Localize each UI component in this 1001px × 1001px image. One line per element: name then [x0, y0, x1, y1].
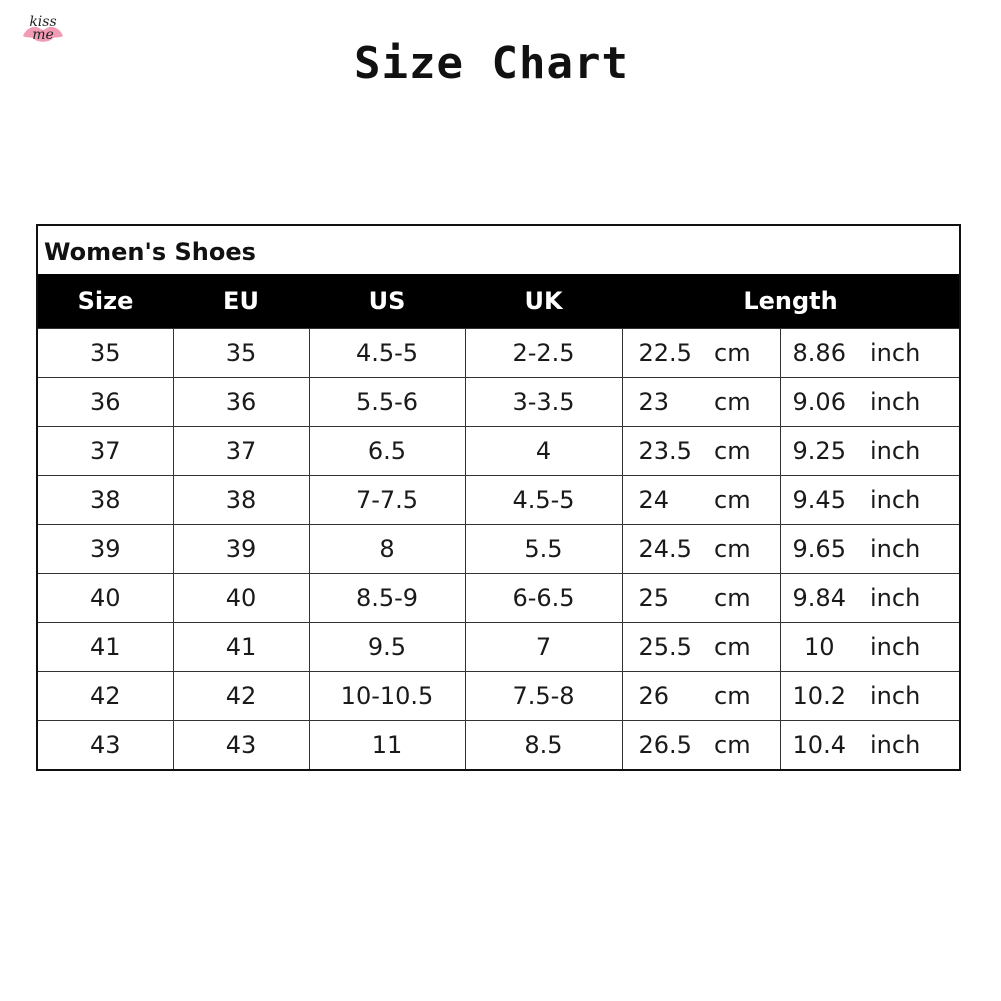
cell-length-cm: 25.5 [622, 623, 710, 672]
cell-length-inch: 9.25 [780, 427, 858, 476]
cell-length-cm: 24 [622, 476, 710, 525]
cell-length-cm: 25 [622, 574, 710, 623]
cell-inch-unit: inch [858, 525, 959, 574]
table-row [38, 574, 959, 623]
cell-length-cm: 26.5 [622, 721, 710, 770]
size-chart-table [36, 224, 961, 771]
cell-us: 9.5 [309, 623, 465, 672]
cell-uk: 4 [465, 427, 622, 476]
cell-eu: 43 [173, 721, 309, 770]
cell-us: 6.5 [309, 427, 465, 476]
cell-length-inch: 10 [780, 623, 858, 672]
cell-uk: 7.5-8 [465, 672, 622, 721]
cell-uk: 3-3.5 [465, 378, 622, 427]
cell-length-inch: 9.06 [780, 378, 858, 427]
cell-cm-unit: cm [710, 525, 780, 574]
cell-size: 36 [38, 378, 173, 427]
cell-size: 38 [38, 476, 173, 525]
cell-length-cm: 24.5 [622, 525, 710, 574]
cell-us: 8.5-9 [309, 574, 465, 623]
cell-eu: 39 [173, 525, 309, 574]
table-caption: Women's Shoes [44, 238, 256, 266]
table-row [38, 329, 959, 378]
svg-text:kiss: kiss [29, 14, 57, 30]
size-table [38, 274, 959, 769]
cell-size: 40 [38, 574, 173, 623]
cell-cm-unit: cm [710, 476, 780, 525]
cell-eu: 42 [173, 672, 309, 721]
cell-size: 42 [38, 672, 173, 721]
cell-eu: 40 [173, 574, 309, 623]
cell-eu: 38 [173, 476, 309, 525]
cell-inch-unit: inch [858, 721, 959, 770]
cell-size: 43 [38, 721, 173, 770]
cell-us: 4.5-5 [309, 329, 465, 378]
cell-length-inch: 8.86 [780, 329, 858, 378]
cell-cm-unit: cm [710, 427, 780, 476]
cell-uk: 6-6.5 [465, 574, 622, 623]
cell-uk: 2-2.5 [465, 329, 622, 378]
cell-length-inch: 10.4 [780, 721, 858, 770]
cell-cm-unit: cm [710, 623, 780, 672]
cell-size: 37 [38, 427, 173, 476]
cell-size: 39 [38, 525, 173, 574]
svg-text:me: me [32, 27, 54, 43]
cell-eu: 36 [173, 378, 309, 427]
cell-cm-unit: cm [710, 574, 780, 623]
table-row [38, 672, 959, 721]
cell-inch-unit: inch [858, 427, 959, 476]
cell-uk: 4.5-5 [465, 476, 622, 525]
page-title: Size Chart [354, 38, 629, 89]
header-us: US [309, 274, 465, 329]
table-header-row [38, 274, 959, 329]
cell-us: 5.5-6 [309, 378, 465, 427]
table-row [38, 721, 959, 770]
cell-length-cm: 22.5 [622, 329, 710, 378]
cell-length-cm: 26 [622, 672, 710, 721]
cell-length-inch: 10.2 [780, 672, 858, 721]
cell-eu: 41 [173, 623, 309, 672]
cell-length-cm: 23 [622, 378, 710, 427]
cell-inch-unit: inch [858, 476, 959, 525]
cell-size: 35 [38, 329, 173, 378]
cell-eu: 35 [173, 329, 309, 378]
cell-uk: 5.5 [465, 525, 622, 574]
cell-us: 8 [309, 525, 465, 574]
cell-inch-unit: inch [858, 672, 959, 721]
header-eu: EU [173, 274, 309, 329]
table-row [38, 427, 959, 476]
cell-length-inch: 9.45 [780, 476, 858, 525]
cell-us: 7-7.5 [309, 476, 465, 525]
cell-length-inch: 9.84 [780, 574, 858, 623]
table-row [38, 525, 959, 574]
cell-inch-unit: inch [858, 329, 959, 378]
cell-us: 10-10.5 [309, 672, 465, 721]
cell-size: 41 [38, 623, 173, 672]
table-row [38, 378, 959, 427]
header-length: Length [622, 274, 959, 329]
cell-inch-unit: inch [858, 378, 959, 427]
cell-eu: 37 [173, 427, 309, 476]
table-row [38, 623, 959, 672]
cell-us: 11 [309, 721, 465, 770]
cell-cm-unit: cm [710, 378, 780, 427]
cell-uk: 8.5 [465, 721, 622, 770]
cell-uk: 7 [465, 623, 622, 672]
cell-cm-unit: cm [710, 721, 780, 770]
header-size: Size [38, 274, 173, 329]
cell-inch-unit: inch [858, 574, 959, 623]
header-uk: UK [465, 274, 622, 329]
table-body [38, 329, 959, 770]
cell-length-cm: 23.5 [622, 427, 710, 476]
cell-cm-unit: cm [710, 329, 780, 378]
cell-length-inch: 9.65 [780, 525, 858, 574]
cell-cm-unit: cm [710, 672, 780, 721]
table-row [38, 476, 959, 525]
cell-inch-unit: inch [858, 623, 959, 672]
